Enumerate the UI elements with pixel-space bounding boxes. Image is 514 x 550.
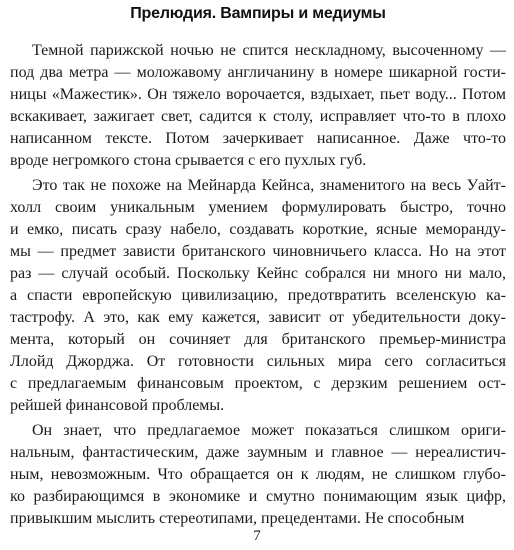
text-line: рейшей финансовой проблемы. xyxy=(10,397,225,414)
text-line: нальным, фантастическим, даже заумным и главное — нереалистич- xyxy=(10,444,506,461)
text-line: и емко, писать сразу набело, создавать короткие, ясные меморанду- xyxy=(10,221,506,238)
text-line: раз — случай особый. Поскольку Кейнс собрался ни много ни мало, xyxy=(10,265,506,282)
text-line: привыкшим мыслить стереотипами, прецедентами. Не способным xyxy=(10,510,465,527)
text-line: Ллойд Джорджа. От готовности сильных мира сего согласиться xyxy=(10,353,506,370)
text-line: Темной парижской ночью не спится нескладному, высоченному — xyxy=(32,42,506,59)
text-line: вроде негромкого стона срывается с его пухлых губ. xyxy=(10,152,367,169)
text-line: а спасти европейскую цивилизацию, предотвратить вселенскую ка- xyxy=(10,287,506,304)
chapter-title: Прелюдия. Вампиры и медиумы xyxy=(130,5,386,22)
text-line: мента, который он сочиняет для британского премьер-министра xyxy=(10,331,506,348)
body-text xyxy=(10,40,506,530)
text-line: холл своим уникальным умением формулировать быстро, точно xyxy=(10,199,506,216)
text-line: с предлагаемым финансовым проектом, с дерзким решением ост- xyxy=(10,375,506,392)
paragraph xyxy=(10,175,506,417)
text-line: мы — предмет зависти британского чиновничьего класса. Но на этот xyxy=(10,243,506,260)
text-line: тастрофу. А это, как ему кажется, зависит от убедительности доку- xyxy=(10,309,506,326)
text-line: ко разбирающимся в экономике и смутно понимающим язык цифр, xyxy=(10,488,506,505)
text-line: вскакивает, зажигает свет, садится к столу, исправляет что-то в плохо xyxy=(10,108,506,125)
text-line: Он знает, что предлагаемое может показаться слишком ориги- xyxy=(32,422,506,439)
text-line: ным, невозможным. Что обращается он к людям, не слишком глубо- xyxy=(10,466,506,483)
text-line: под два метра — моложавому англичанину в номере шикарной гости- xyxy=(10,64,506,81)
text-line: написанном тексте. Потом зачеркивает написанное. Даже что-то xyxy=(10,130,506,147)
text-line: Это так не похоже на Мейнарда Кейнса, знаменитого на весь Уайт- xyxy=(32,177,506,194)
paragraph xyxy=(10,40,506,172)
text-line: ницы «Мажестик». Он тяжело ворочается, вздыхает, пьет воду... Потом xyxy=(10,86,506,103)
page-number: 7 xyxy=(253,528,261,544)
paragraph xyxy=(10,420,506,530)
